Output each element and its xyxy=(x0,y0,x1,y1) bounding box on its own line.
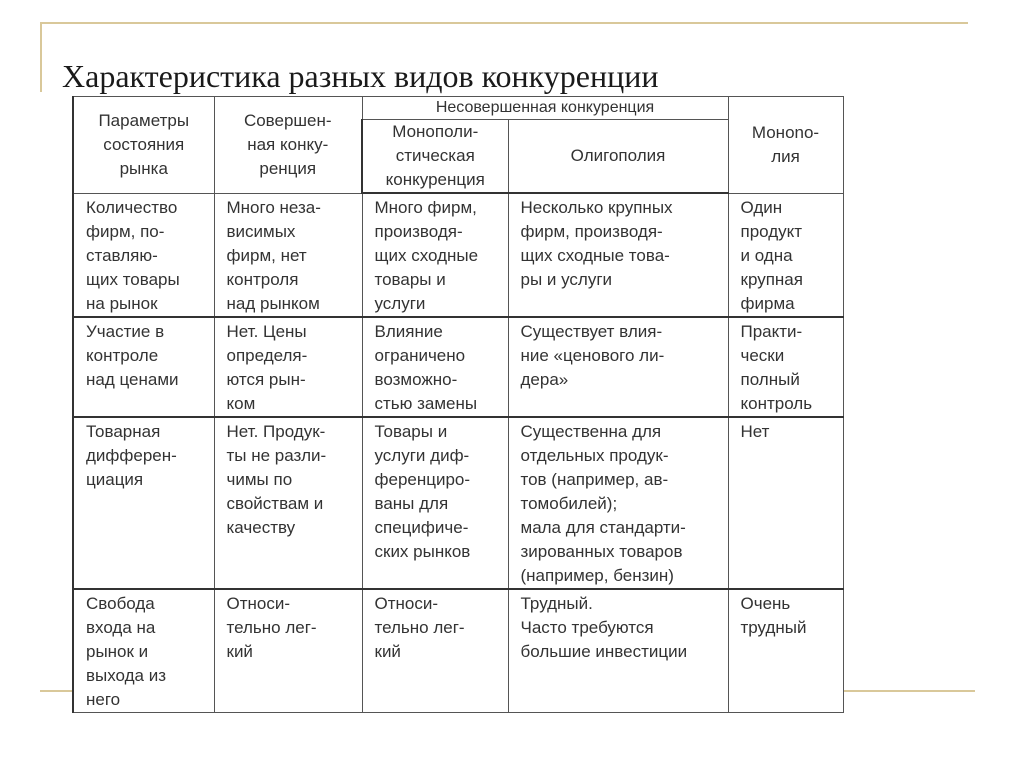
table-cell: Существует влия- ние «ценового ли- дера» xyxy=(508,317,728,417)
table-cell: Свобода входа на рынок и выхода из него xyxy=(73,589,214,713)
table-cell: Несколько крупных фирм, производя- щих сходные това- ры и услуги xyxy=(508,193,728,317)
table-cell: Нет xyxy=(728,417,843,589)
table-cell: Товары и услуги диф- ференциро- ваны для специфиче- ских рынков xyxy=(362,417,508,589)
header-perfect-competition: Совершен- ная конку- ренция xyxy=(214,97,362,194)
table-row xyxy=(73,417,843,589)
table-cell: Количество фирм, по- ставляю- щих товары на рынок xyxy=(73,193,214,317)
table-cell: Трудный. Часто требуются большие инвестиции xyxy=(508,589,728,713)
frame-top-line xyxy=(40,22,968,24)
table-cell: Практи- чески полный контроль xyxy=(728,317,843,417)
header-monopoly: Моноnо- лия xyxy=(728,97,843,194)
header-monopolistic-competition: Монополи- стическая конкуренция xyxy=(362,120,508,194)
table-cell: Участие в контроле над ценами xyxy=(73,317,214,417)
table-row xyxy=(73,317,843,417)
table-cell: Относи- тельно лег- кий xyxy=(214,589,362,713)
table-cell: Нет. Цены определя- ются рын- ком xyxy=(214,317,362,417)
table-cell: Товарная дифферен- циация xyxy=(73,417,214,589)
table-cell: Существенна для отдельных продук- тов (например, ав- томобилей); мала для стандарти- зированных товаров (например, бензин) xyxy=(508,417,728,589)
table-cell: Нет. Продук- ты не разли- чимы по свойствам и качеству xyxy=(214,417,362,589)
competition-table xyxy=(72,96,844,713)
header-oligopoly: Олигополия xyxy=(508,120,728,194)
table-cell: Много неза- висимых фирм, нет контроля над рынком xyxy=(214,193,362,317)
table-row xyxy=(73,589,843,713)
table-row xyxy=(73,193,843,317)
table-cell: Один продукт и одна крупная фирма xyxy=(728,193,843,317)
table-cell: Много фирм, производя- щих сходные товары и услуги xyxy=(362,193,508,317)
slide-title: Характеристика разных видов конкуренции xyxy=(62,58,659,94)
frame-left-line xyxy=(40,22,42,92)
header-parameters: Параметры состояния рынка xyxy=(73,97,214,194)
table-cell: Очень трудный xyxy=(728,589,843,713)
table-cell: Влияние ограничено возможно- стью замены xyxy=(362,317,508,417)
header-imperfect-competition: Несовершенная конкуренция xyxy=(362,97,728,120)
table-cell: Относи- тельно лег- кий xyxy=(362,589,508,713)
